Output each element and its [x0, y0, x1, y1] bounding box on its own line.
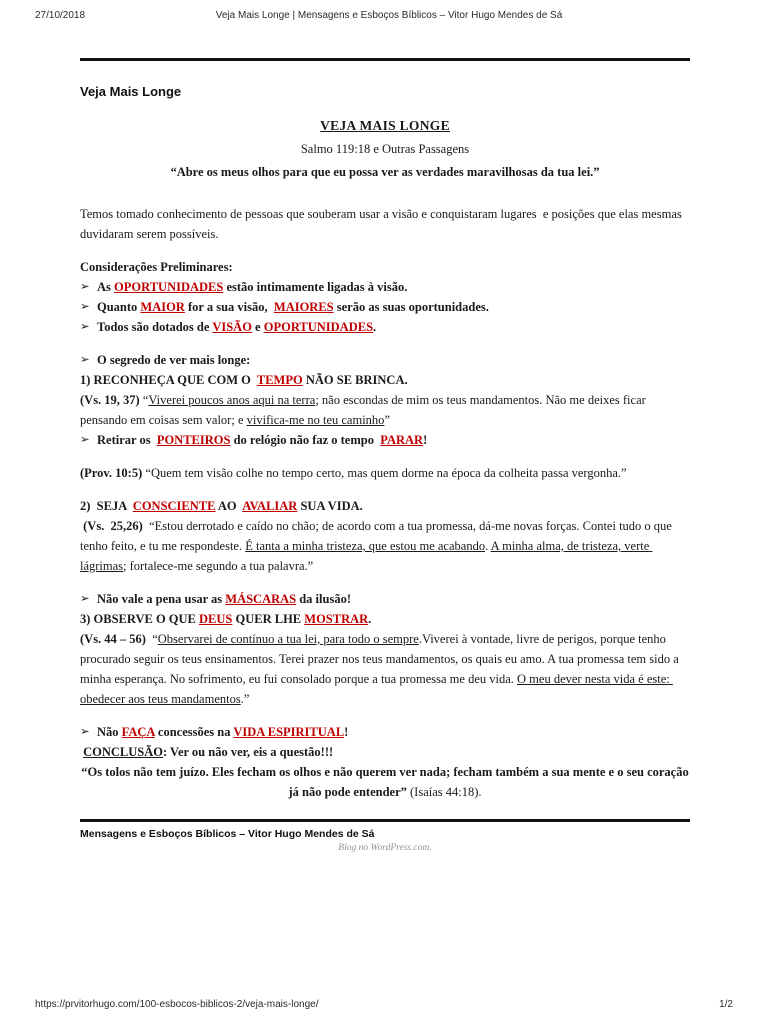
- spacer: [80, 576, 690, 589]
- bullet-item: ➢ Retirar os PONTEIROS do relógio não faz o tempo PARAR!: [80, 430, 690, 450]
- bullet-item: ➢ Quanto MAIOR for a sua visão, MAIORES serão as suas oportunidades.: [80, 297, 690, 317]
- bullet-item: ➢ Não FAÇA concessões na VIDA ESPIRITUAL!: [80, 722, 690, 742]
- bullet-item: ➢ Todos são dotados de VISÃO e OPORTUNIDADES.: [80, 317, 690, 337]
- bullet-arrow-icon: ➢: [80, 726, 90, 738]
- spacer: [80, 244, 690, 257]
- page-indicator: 1/2: [719, 999, 733, 1010]
- paragraph: “Os tolos não tem juízo. Eles fecham os olhos e não querem ver nada; fecham também a sua mente e o seu coração já não pode entender” (Isaías 44:18).: [81, 765, 692, 799]
- paragraph: Salmo 119:18 e Outras Passagens: [300, 142, 470, 156]
- paragraph: VEJA MAIS LONGE: [320, 118, 450, 133]
- bullet-arrow-icon: ➢: [80, 434, 90, 446]
- paragraph: Considerações Preliminares:: [80, 260, 233, 274]
- footer-divider: [80, 819, 690, 822]
- site-footer: [80, 828, 690, 853]
- paragraph: (Vs. 19, 37) “Viverei poucos anos aqui na terra; não escondas de mim os teus mandamentos. Não me deixes ficar pensando em coisas sem valor; e vivifica-me no teu caminho”: [80, 393, 649, 427]
- paragraph: Temos tomado conhecimento de pessoas que souberam usar a visão e conquistaram lugares e posições que elas mesmas duvidaram serem possíveis.: [80, 207, 685, 241]
- paragraph: CONCLUSÃO: Ver ou não ver, eis a questão!!!: [83, 745, 334, 759]
- bullet-item: ➢ As OPORTUNIDADES estão intimamente ligadas à visão.: [80, 277, 690, 297]
- paragraph: (Prov. 10:5) “Quem tem visão colhe no tempo certo, mas quem dorme na época da colheita passa vergonha.”: [80, 466, 627, 480]
- paragraph: 1) RECONHEÇA QUE COM O TEMPO NÃO SE BRINCA.: [80, 373, 408, 387]
- document-body: [80, 116, 690, 802]
- site-title: Mensagens e Esboços Bíblicos – Vitor Hugo Mendes de Sá: [80, 828, 375, 840]
- bullet-item: ➢ O segredo de ver mais longe:: [80, 350, 690, 370]
- spacer: [80, 709, 690, 722]
- print-page-title: Veja Mais Longe | Mensagens e Esboços Bíblicos – Vitor Hugo Mendes de Sá: [215, 10, 563, 21]
- print-footer: [35, 999, 733, 1010]
- paragraph: (Vs. 25,26) “Estou derrotado e caído no chão; de acordo com a tua promessa, dá-me novas forças. Contei tudo o que tenho feito, e tu me respondeste. É tanta a minha tristeza, que estou me acabando. A minha alma, de tristeza, verte lágrimas; fortalece-me segundo a tua palavra.”: [80, 519, 675, 573]
- bullet-arrow-icon: ➢: [80, 281, 90, 293]
- paragraph: 3) OBSERVE O QUE DEUS QUER LHE MOSTRAR.: [80, 612, 372, 626]
- print-date: 27/10/2018: [35, 10, 86, 21]
- print-header: [35, 10, 733, 21]
- spacer: [80, 450, 690, 463]
- spacer: [80, 337, 690, 350]
- wordpress-credit: Blog no WordPress.com.: [338, 843, 432, 853]
- paragraph: “Abre os meus olhos para que eu possa ver as verdades maravilhosas da tua lei.”: [170, 165, 600, 179]
- bullet-item: ➢ Não vale a pena usar as MÁSCARAS da ilusão!: [80, 589, 690, 609]
- bullet-arrow-icon: ➢: [80, 354, 90, 366]
- page-title: Veja Mais Longe: [80, 84, 182, 99]
- bullet-arrow-icon: ➢: [80, 593, 90, 605]
- header-divider: [80, 58, 690, 61]
- paragraph: (Vs. 44 – 56) “Observarei de contínuo a tua lei, para todo o sempre.Viverei à vontade, livre de perigos, porque tenho procurado seguir os teus ensinamentos. Terei prazer nos teus mandamentos, os quais eu amo. A tua promessa tem sido a minha esperança. No sofrimento, eu fui consolado porque a tua promessa me deu vida. O meu dever nesta vida é este: obedecer aos teus mandamentos.”: [80, 632, 682, 706]
- document-content: [80, 72, 690, 824]
- spacer: [80, 483, 690, 496]
- bullet-arrow-icon: ➢: [80, 321, 90, 333]
- paragraph: 2) SEJA CONSCIENTE AO AVALIAR SUA VIDA.: [80, 499, 363, 513]
- bullet-arrow-icon: ➢: [80, 301, 90, 313]
- source-url: https://prvitorhugo.com/100-esbocos-biblicos-2/veja-mais-longe/: [35, 999, 319, 1010]
